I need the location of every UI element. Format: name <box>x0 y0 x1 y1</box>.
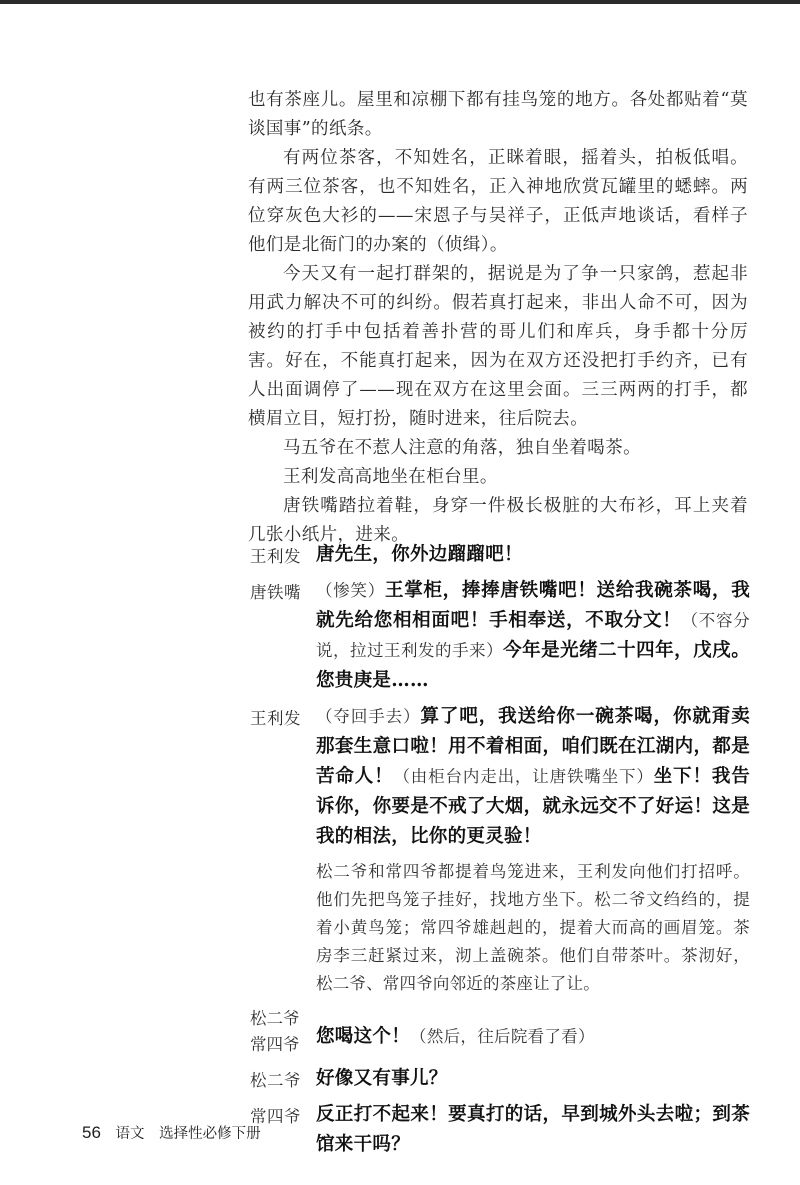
speaker-name: 松二爷 <box>250 1009 300 1028</box>
speech-span: 您喝这个！ <box>316 1026 411 1047</box>
speaker-name: 松二爷 <box>250 1071 301 1090</box>
speech-span: 唐先生，你外边蹓蹓吧！ <box>316 544 523 565</box>
inline-stage-direction: （然后，往后院看了看） <box>410 1027 595 1046</box>
subject-label: 语文 <box>115 1126 145 1142</box>
speaker-name: 常四爷 <box>250 1107 301 1126</box>
inline-stage-direction: （夺回手去） <box>316 707 421 726</box>
inline-stage-direction: （不容分说，拉过王利发的手来） <box>316 611 751 660</box>
inline-stage-direction: （惨笑） <box>316 581 385 600</box>
speech-span: 好像又有事儿？ <box>316 1068 448 1089</box>
speech-span: 坐下！我告诉你，你要是不戒了大烟，就永远交不了好运！这是我的相法，比你的更灵验！ <box>316 766 751 847</box>
stage-paragraph: 马五爷在不惹人注意的角落，独自坐着喝茶。 <box>283 438 641 458</box>
stage-paragraph: 今天又有一起打群架的，据说是为了争一只家鸽，惹起非用武力解决不可的纠纷。假若真打起来，非出人命不可，因为被约的打手中包括着善扑营的哥儿们和库兵，身手都十分厉害。好在，不能真打起来，因为在双方还没把打手约齐，已有人出面调停了——现在双方在这里会面。三三两两的打手，都横眉立目，短打扮，随时进来，往后院去。 <box>248 264 748 429</box>
speech-text <box>316 702 750 852</box>
inline-stage-direction: （由柜台内走出，让唐铁嘴坐下） <box>393 767 654 786</box>
top-rule <box>0 0 800 4</box>
dialogue-line <box>250 576 750 696</box>
speech-text <box>316 1100 750 1160</box>
multi-speaker <box>250 1006 300 1058</box>
book-title: 选择性必修下册 <box>159 1126 261 1142</box>
stage-paragraph: 有两位茶客，不知姓名，正眯着眼，摇着头，拍板低唱。有两三位茶客，也不知姓名，正入神地欣赏瓦罐里的蟋蟀。两位穿灰色大衫的——宋恩子与吴祥子，正低声地谈话，看样子他们是北衙门的办案的（侦缉）。 <box>248 148 748 255</box>
stage-direction: 松二爷和常四爷都提着鸟笼进来，王利发向他们打招呼。他们先把鸟笼子挂好，找地方坐下。松二爷文绉绉的，提着小黄鸟笼；常四爷雄赳赳的，提着大而高的画眉笼。茶房李三赶紧过来，沏上盖碗茶。他们自带茶叶。茶沏好，松二爷、常四爷向邻近的茶座让了让。 <box>316 862 750 993</box>
stage-directions <box>248 86 748 550</box>
speech-text <box>316 540 750 570</box>
dialogue-line <box>250 1100 750 1160</box>
speech-span: 今年是光绪二十四年，戊戌。您贵庚是…… <box>316 640 750 691</box>
stage-direction-block <box>250 858 750 998</box>
speech-span: 反正打不起来！要真打的话，早到城外头去啦；到茶馆来干吗？ <box>316 1104 750 1155</box>
page-footer <box>82 1122 261 1143</box>
stage-paragraph: 唐铁嘴踏拉着鞋，身穿一件极长极脏的大布衫，耳上夹着几张小纸片，进来。 <box>248 496 748 545</box>
speech-text <box>316 1012 750 1052</box>
stage-paragraph: 王利发高高地坐在柜台里。 <box>283 467 498 487</box>
speaker-name: 王利发 <box>250 709 301 728</box>
speech-span: 算了吧，我送给你一碗茶喝，你就甭卖那套生意口啦！用不着相面，咱们既在江湖内，都是苦命人！ <box>316 706 750 787</box>
dialogue-line <box>250 702 750 852</box>
speech-text <box>316 1064 750 1094</box>
dialogue-line <box>250 1006 750 1058</box>
speech-span: 王掌柜，捧捧唐铁嘴吧！送给我碗茶喝，我就先给您相相面吧！手相奉送，不取分文！ <box>316 580 751 631</box>
speaker-name: 唐铁嘴 <box>250 583 301 602</box>
speaker-name: 王利发 <box>250 547 301 566</box>
stage-paragraph: 也有茶座儿。屋里和凉棚下都有挂鸟笼的地方。各处都贴着“莫谈国事”的纸条。 <box>248 90 748 139</box>
speaker-name: 常四爷 <box>250 1035 300 1054</box>
speech-text <box>316 576 750 696</box>
dialogue-line <box>250 1064 750 1094</box>
dialogue <box>250 540 750 1166</box>
page-number: 56 <box>82 1123 101 1142</box>
dialogue-line <box>250 540 750 570</box>
